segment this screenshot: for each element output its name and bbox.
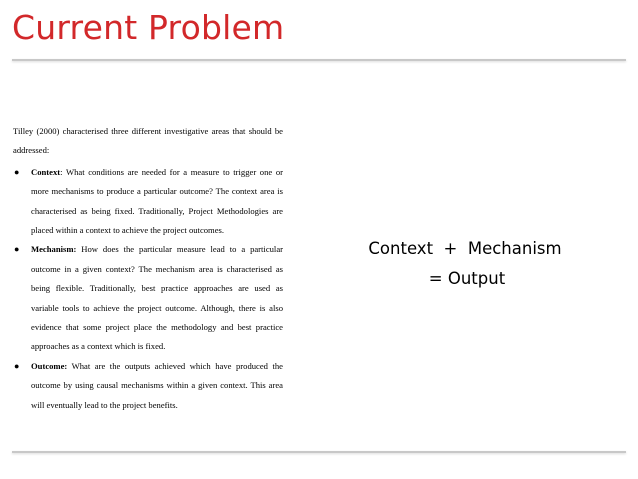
- bullet-dot-icon: ●: [14, 244, 20, 255]
- bottom-divider: [12, 451, 626, 453]
- formula-text: [340, 234, 590, 294]
- bullet-mechanism: [13, 240, 283, 356]
- bullet-term: Context: [31, 166, 61, 177]
- bullet-context: [13, 163, 283, 241]
- formula-line-2: = Output: [428, 269, 506, 288]
- bullet-text: What are the outputs achieved which have produced the outcome by using causal mechanisms within a given context. This area will eventually lead to the project benefits.: [31, 360, 283, 410]
- bullet-dot-icon: ●: [14, 166, 20, 177]
- bullet-outcome: [13, 357, 283, 415]
- bullet-term: Outcome:: [31, 360, 68, 371]
- bullet-list: [13, 163, 283, 415]
- title-divider: [12, 59, 626, 61]
- bullet-term: Mechanism:: [31, 244, 77, 255]
- bullet-text: How does the particular measure lead to a particular outcome in a given context? The mechanism area is characterised as being flexible. Traditionally, best practice approaches are used as variable tools to achieve the project outcome. Although, there is also evidence that some project place the methodology and best practice approaches as a context which is fixed.: [31, 244, 283, 352]
- formula-line-1: Context + Mechanism: [368, 239, 562, 258]
- body-text: [13, 122, 283, 415]
- bullet-text: : What conditions are needed for a measure to trigger one or more mechanisms to produce a particular outcome? The context area is characterised as being fixed. Traditionally, Project Methodologies are placed within a context to achieve the project outcomes.: [31, 166, 283, 236]
- bullet-dot-icon: ●: [14, 360, 20, 371]
- slide-title: Current Problem: [12, 8, 285, 47]
- intro-paragraph: Tilley (2000) characterised three different investigative areas that should be addressed:: [13, 126, 283, 156]
